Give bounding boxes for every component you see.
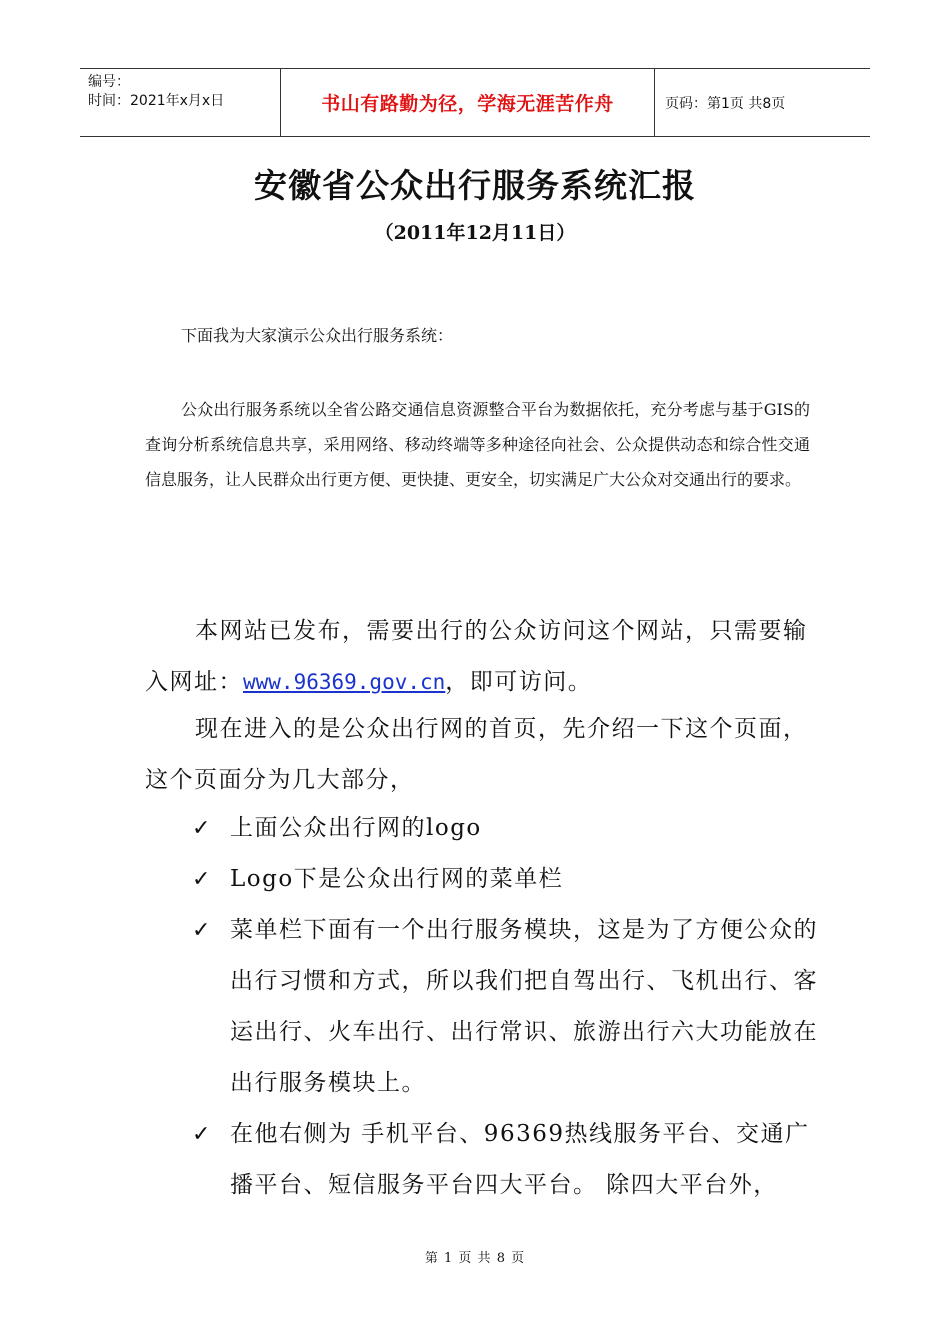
list-item-text: Logo下是公众出行网的菜单栏 — [230, 866, 564, 892]
checkmark-icon: ✓ — [192, 867, 212, 892]
checkmark-icon: ✓ — [192, 918, 212, 943]
list-item — [190, 905, 820, 1109]
header-meta — [80, 69, 281, 136]
motto: 书山有路勤为径，学海无涯苦作舟 — [281, 69, 655, 136]
number-label: 编号： — [88, 74, 130, 90]
page-footer: 第 1 页 共 8 页 — [424, 1251, 526, 1266]
list-item — [190, 1109, 820, 1211]
homepage-paragraph: 现在进入的是公众出行网的首页，先介绍一下这个页面，这个页面分为几大部分， — [145, 716, 808, 793]
list-item-text: 上面公众出行网的logo — [230, 815, 482, 841]
document-date: （2011年12月11日） — [374, 222, 576, 244]
list-item — [190, 854, 820, 905]
intro-paragraph: 下面我为大家演示公众出行服务系统： — [181, 326, 454, 345]
list-item-text: 在他右侧为 手机平台、96369热线服务平台、交通广播平台、短信服务平台四大平台。 除四大平台外， — [230, 1121, 810, 1198]
website-link[interactable]: www.96369.gov.cn — [243, 670, 446, 694]
checkmark-icon: ✓ — [192, 816, 212, 841]
website-paragraph — [145, 606, 810, 708]
list-item-text: 菜单栏下面有一个出行服务模块，这是为了方便公众的出行习惯和方式，所以我们把自驾出行、飞机出行、客运出行、火车出行、出行常识、旅游出行六大功能放在出行服务模块上。 — [230, 917, 818, 1096]
description-paragraph: 公众出行服务系统以全省公路交通信息资源整合平台为数据依托，充分考虑与基于GIS的查询分析系统信息共享，采用网络、移动终端等多种途径向社会、公众提供动态和综合性交通信息服务，让人民群众出行更方便、更快捷、更安全，切实满足广大公众对交通出行的要求。 — [145, 400, 810, 489]
checkmark-icon: ✓ — [192, 1122, 212, 1147]
header-table — [80, 68, 870, 137]
bullet-list — [190, 803, 820, 1211]
list-item — [190, 803, 820, 854]
document-title: 安徽省公众出行服务系统汇报 — [254, 166, 696, 205]
website-text-after: ，即可访问。 — [445, 669, 593, 695]
page-info: 页码：第1页 共8页 — [665, 95, 786, 112]
website-text-before: 本网站已发布，需要出行的公众访问这个网站，只需要输入网址： — [145, 618, 808, 695]
time-label: 时间：2021年x月x日 — [88, 93, 225, 109]
